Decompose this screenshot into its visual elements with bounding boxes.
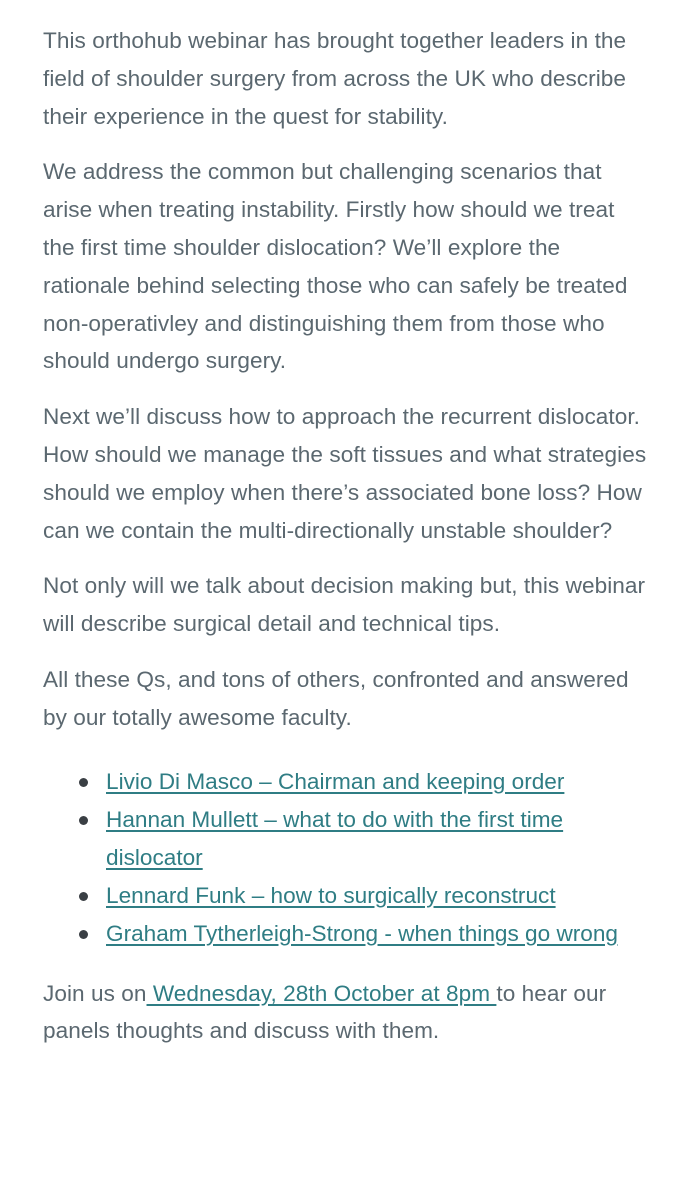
intro-paragraph: This orthohub webinar has brought together leaders in the field of shoulder surgery from across the UK who describe their experience in the quest for stability. [43,28,627,129]
event-date-link[interactable]: Wednesday, 28th October at 8pm [146,980,497,1006]
faculty-link-lennard-funk[interactable]: Lennard Funk – how to surgically reconstruct [106,882,556,908]
faculty-item [106,877,649,915]
recurrent-dislocator-paragraph: Next we’ll discuss how to approach the recurrent dislocator. How should we manage the soft tissues and what strategies should we employ when there’s associated bone loss? How can we contain the multi-directionally unstable shoulder? [43,404,647,543]
join-us-prefix: Join us on [43,980,147,1006]
faculty-link-graham-tytherleigh-strong[interactable]: Graham Tytherleigh-Strong - when things go wrong [106,920,618,946]
faculty-link-hannan-mullett[interactable]: Hannan Mullett – what to do with the first time dislocator [106,806,564,870]
bullet-icon [79,816,88,825]
faculty-item [106,801,649,877]
bullet-icon [79,930,88,939]
faculty-intro-paragraph: All these Qs, and tons of others, confronted and answered by our totally awesome faculty. [43,666,629,730]
join-us-paragraph [43,975,649,1051]
bullet-icon [79,892,88,901]
faculty-item [106,763,649,801]
faculty-list [43,763,649,953]
scenarios-paragraph: We address the common but challenging scenarios that arise when treating instability. Firstly how should we treat the first time shoulder dislocation? We’ll explore the rationale behind selecting those who can safely be treated non-operativley and distinguishing them from those who should undergo surgery. [43,159,628,374]
bullet-icon [79,778,88,787]
join-us-suffix: to hear our panels thoughts and discuss with them. [43,980,607,1044]
faculty-link-livio-di-masco[interactable]: Livio Di Masco – Chairman and keeping order [106,768,565,794]
faculty-item [106,915,649,953]
decision-making-paragraph: Not only will we talk about decision making but, this webinar will describe surgical detail and technical tips. [43,573,646,637]
